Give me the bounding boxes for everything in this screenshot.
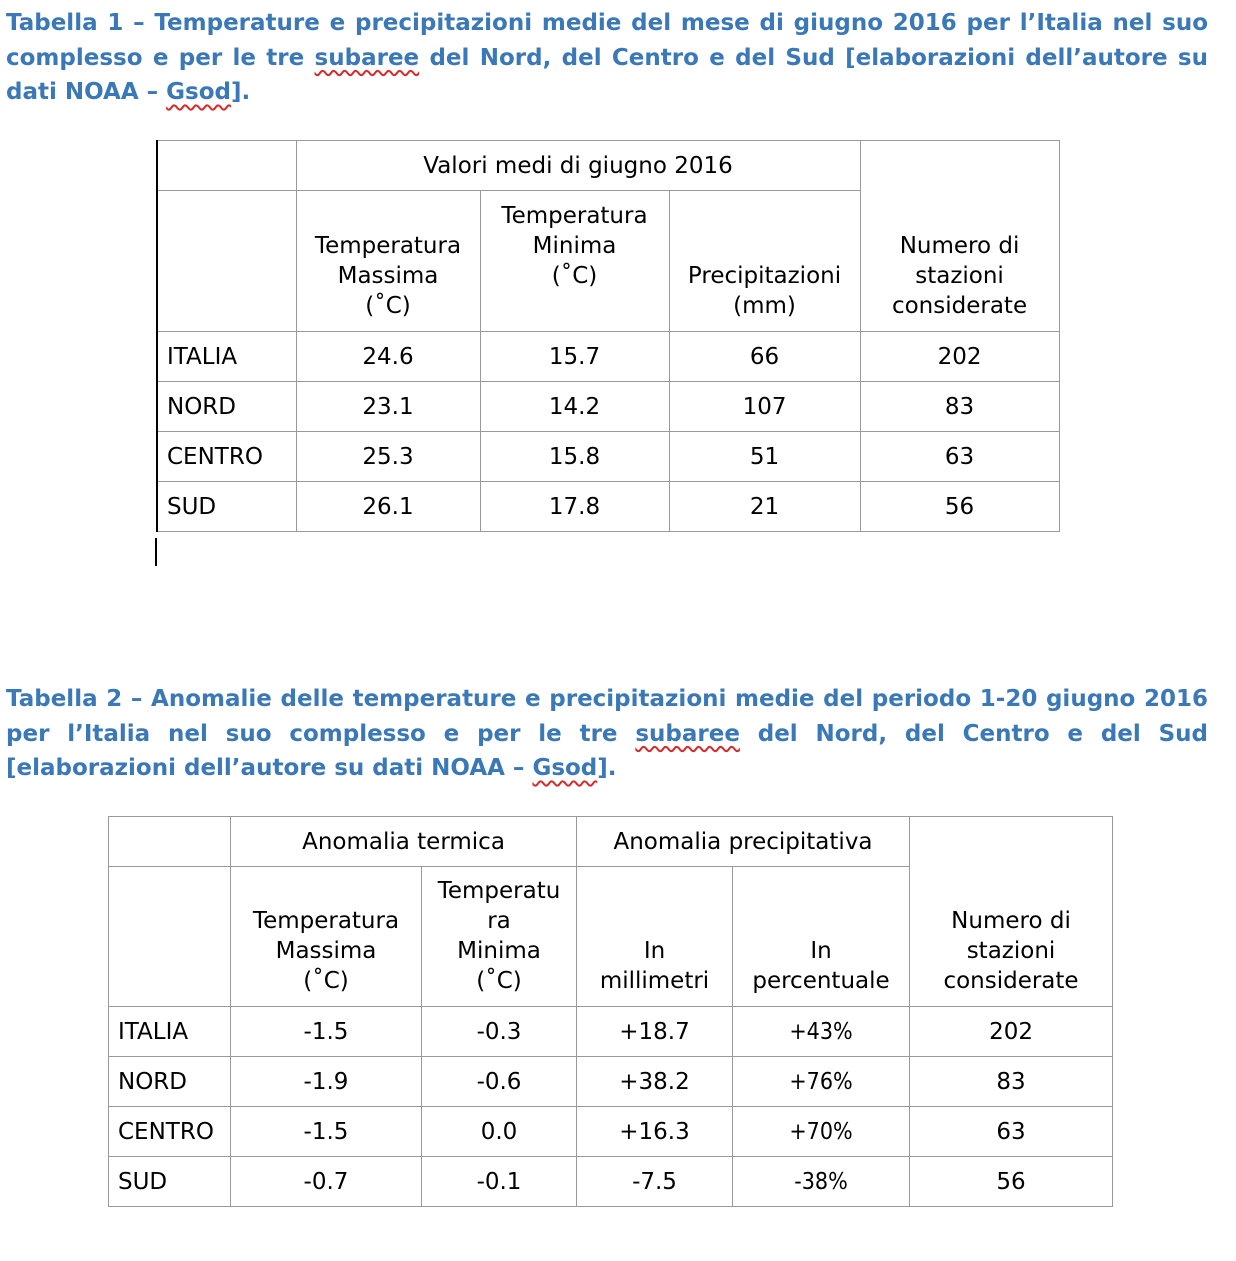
table2-corner-cell	[109, 867, 231, 1007]
table1-caption-part2: del Nord, del Centro e del Sud [elaborazioni dell’autore su dati NOAA –	[6, 44, 1208, 105]
cell-precip: 21	[669, 482, 860, 532]
cell-mm: +16.3	[577, 1107, 733, 1157]
row-label: NORD	[109, 1057, 231, 1107]
cell-tmax: -1.5	[231, 1007, 422, 1057]
cell-stations: 202	[860, 332, 1059, 382]
cell-tmin: 15.8	[480, 432, 669, 482]
table2	[108, 816, 1113, 1207]
cell-tmin: 17.8	[480, 482, 669, 532]
table1-caption	[6, 6, 1208, 110]
header-line: (˚C)	[476, 968, 522, 994]
header-line: percentuale	[752, 968, 890, 994]
cell-tmax: -0.7	[231, 1157, 422, 1207]
table2-caption	[6, 682, 1208, 786]
table2-corner-cell	[109, 817, 231, 867]
table1-caption-part1: Tabella 1 – Temperature e precipitazioni medie del mese di giugno 2016 per l’Italia nel suo complesso e per le tre	[6, 10, 1208, 71]
cell-stations: 56	[910, 1157, 1113, 1207]
table1-caption-subaree: subaree	[314, 44, 420, 71]
cell-tmax: 24.6	[296, 332, 480, 382]
header-line: Temperatura	[501, 203, 648, 229]
cell-precip: 107	[669, 382, 860, 432]
header-line: (˚C)	[365, 293, 411, 319]
cell-mm: -7.5	[577, 1157, 733, 1207]
cell-mm: +38.2	[577, 1057, 733, 1107]
header-line: ra	[487, 908, 511, 934]
header-line: Temperatu	[437, 878, 561, 904]
table2-header-pct	[733, 867, 910, 1007]
header-line: Numero di	[899, 233, 1020, 259]
table-row	[157, 332, 1059, 382]
table-row	[109, 1057, 1113, 1107]
cell-tmin: 15.7	[480, 332, 669, 382]
header-line: stazioni	[966, 938, 1056, 964]
cell-tmin: -0.3	[422, 1007, 577, 1057]
table1-corner-cell	[157, 191, 296, 332]
table1-caption-part3: ].	[231, 79, 251, 105]
cell-tmin: 14.2	[480, 382, 669, 432]
header-line: Minima	[457, 938, 541, 964]
table-row	[157, 432, 1059, 482]
table1-left-rule	[155, 538, 157, 566]
table2-caption-part3: ].	[597, 755, 617, 781]
cell-mm: +18.7	[577, 1007, 733, 1057]
header-line: stazioni	[915, 263, 1004, 289]
header-line: Numero di	[951, 908, 1071, 934]
table2-group-header-precip: Anomalia precipitativa	[577, 817, 910, 867]
cell-stations: 63	[860, 432, 1059, 482]
cell-precip: 66	[669, 332, 860, 382]
cell-stations: 63	[910, 1107, 1113, 1157]
cell-precip: 51	[669, 432, 860, 482]
table2-group-header-row	[109, 817, 1113, 867]
cell-tmax: -1.9	[231, 1057, 422, 1107]
cell-pct: +76%	[733, 1057, 910, 1107]
header-line: Precipitazioni	[687, 263, 842, 289]
row-label: ITALIA	[157, 332, 296, 382]
cell-stations: 56	[860, 482, 1059, 532]
header-line: Temperatura	[314, 233, 462, 259]
cell-tmin: -0.1	[422, 1157, 577, 1207]
header-line: Massima	[275, 938, 377, 964]
header-line: Massima	[337, 263, 439, 289]
cell-tmax: 26.1	[296, 482, 480, 532]
cell-stations: 202	[910, 1007, 1113, 1057]
row-label: CENTRO	[157, 432, 296, 482]
table1-group-header-row	[157, 141, 1059, 191]
header-line: (˚C)	[551, 263, 598, 289]
cell-pct: +43%	[733, 1007, 910, 1057]
row-label: CENTRO	[109, 1107, 231, 1157]
header-line: (mm)	[733, 293, 796, 319]
table-row	[157, 482, 1059, 532]
cell-pct: +70%	[733, 1107, 910, 1157]
table1	[156, 140, 1060, 532]
table1-caption-gsod: Gsod	[166, 79, 232, 105]
table1-header-stations	[860, 141, 1059, 332]
table1-corner-cell	[157, 141, 296, 191]
header-line: In	[810, 938, 832, 964]
header-line: considerate	[891, 293, 1028, 319]
row-label: SUD	[109, 1157, 231, 1207]
table1-header-precip	[669, 191, 860, 332]
table2-header-tmin	[422, 867, 577, 1007]
header-line: considerate	[943, 968, 1079, 994]
cell-tmin: -0.6	[422, 1057, 577, 1107]
cell-tmax: 23.1	[296, 382, 480, 432]
cell-pct: -38%	[733, 1157, 910, 1207]
table2-caption-part2: del Nord, del Centro e del Sud [elaborazioni dell’autore su dati NOAA –	[6, 720, 1208, 781]
table2-header-tmax	[231, 867, 422, 1007]
header-line: Minima	[532, 233, 617, 259]
table2-caption-subaree: subaree	[635, 720, 740, 747]
table2-header-mm	[577, 867, 733, 1007]
table-row	[109, 1107, 1113, 1157]
cell-tmax: -1.5	[231, 1107, 422, 1157]
table2-caption-part1: Tabella 2 – Anomalie delle temperature e precipitazioni medie del periodo 1-20 giugno 2016 per l’Italia nel suo complesso e per le tre	[6, 686, 1208, 747]
row-label: ITALIA	[109, 1007, 231, 1057]
table-row	[157, 382, 1059, 432]
header-line: Temperatura	[252, 908, 400, 934]
table2-caption-gsod: Gsod	[532, 755, 598, 781]
cell-stations: 83	[910, 1057, 1113, 1107]
row-label: SUD	[157, 482, 296, 532]
header-line: In	[643, 938, 666, 964]
table1-header-tmax	[296, 191, 480, 332]
table1-header-tmin	[480, 191, 669, 332]
cell-stations: 83	[860, 382, 1059, 432]
header-line: millimetri	[599, 968, 710, 994]
table2-group-header-thermal: Anomalia termica	[231, 817, 577, 867]
table2-header-stations	[910, 817, 1113, 1007]
table-row	[109, 1007, 1113, 1057]
cell-tmin: 0.0	[422, 1107, 577, 1157]
table-row	[109, 1157, 1113, 1207]
row-label: NORD	[157, 382, 296, 432]
table1-group-header: Valori medi di giugno 2016	[296, 141, 860, 191]
header-line: (˚C)	[303, 968, 349, 994]
cell-tmax: 25.3	[296, 432, 480, 482]
